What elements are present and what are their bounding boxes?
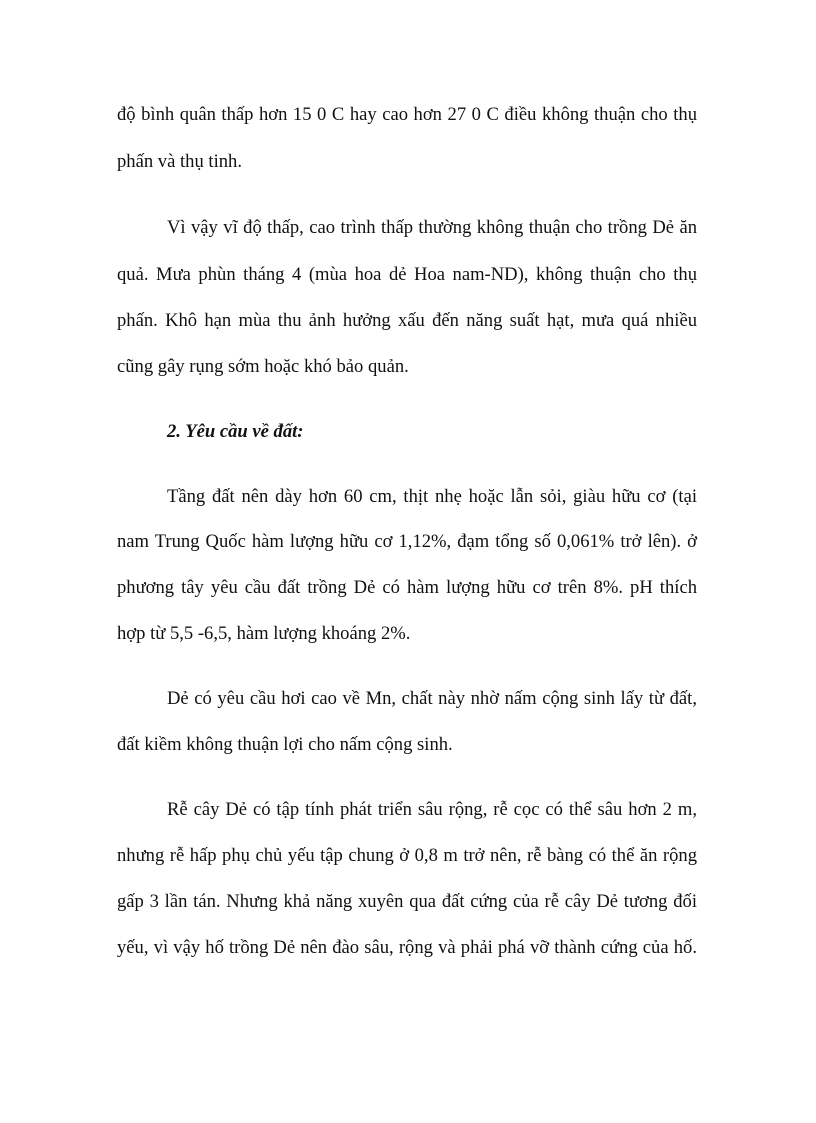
paragraph-1-line-2: phấn và thụ tinh. [117, 151, 242, 172]
paragraph-3-line-4: hợp từ 5,5 -6,5, hàm lượng khoáng 2%. [117, 623, 411, 644]
section-heading: 2. Yêu cầu về đất: [167, 421, 304, 442]
paragraph-2-line-3: phấn. Khô hạn mùa thu ảnh hưởng xấu đến năng suất hạt, mưa quá nhiều [117, 310, 697, 331]
paragraph-3-line-1: Tầng đất nên dày hơn 60 cm, thịt nhẹ hoặc lẫn sỏi, giàu hữu cơ (tại [167, 486, 697, 507]
paragraph-3-line-3: phương tây yêu cầu đất trồng Dẻ có hàm lượng hữu cơ trên 8%. pH thích [117, 577, 697, 598]
paragraph-4-line-1: Dẻ có yêu cầu hơi cao về Mn, chất này nhờ nấm cộng sinh lấy từ đất, [167, 688, 697, 709]
paragraph-5-line-4: yếu, vì vậy hố trồng Dẻ nên đào sâu, rộng và phải phá vỡ thành cứng của hố. [117, 937, 697, 958]
paragraph-5-line-2: nhưng rễ hấp phụ chủ yếu tập chung ở 0,8 m trở nên, rễ bàng có thể ăn rộng [117, 845, 697, 866]
paragraph-2-line-4: cũng gây rụng sớm hoặc khó bảo quản. [117, 356, 409, 377]
paragraph-2-line-1: Vì vậy vĩ độ thấp, cao trình thấp thường không thuận cho trồng Dẻ ăn [167, 217, 697, 238]
paragraph-3-line-2: nam Trung Quốc hàm lượng hữu cơ 1,12%, đạm tổng số 0,061% trở lên). ở [117, 531, 697, 552]
paragraph-5-line-3: gấp 3 lần tán. Nhưng khả năng xuyên qua đất cứng của rễ cây Dẻ tương đối [117, 891, 697, 912]
paragraph-1-line-1: độ bình quân thấp hơn 15 0 C hay cao hơn 27 0 C điều không thuận cho thụ [117, 104, 697, 125]
paragraph-5-line-1: Rễ cây Dẻ có tập tính phát triển sâu rộng, rễ cọc có thể sâu hơn 2 m, [167, 799, 697, 820]
paragraph-4-line-2: đất kiềm không thuận lợi cho nấm cộng sinh. [117, 734, 453, 755]
paragraph-2-line-2: quả. Mưa phùn tháng 4 (mùa hoa dẻ Hoa nam-ND), không thuận cho thụ [117, 264, 697, 285]
